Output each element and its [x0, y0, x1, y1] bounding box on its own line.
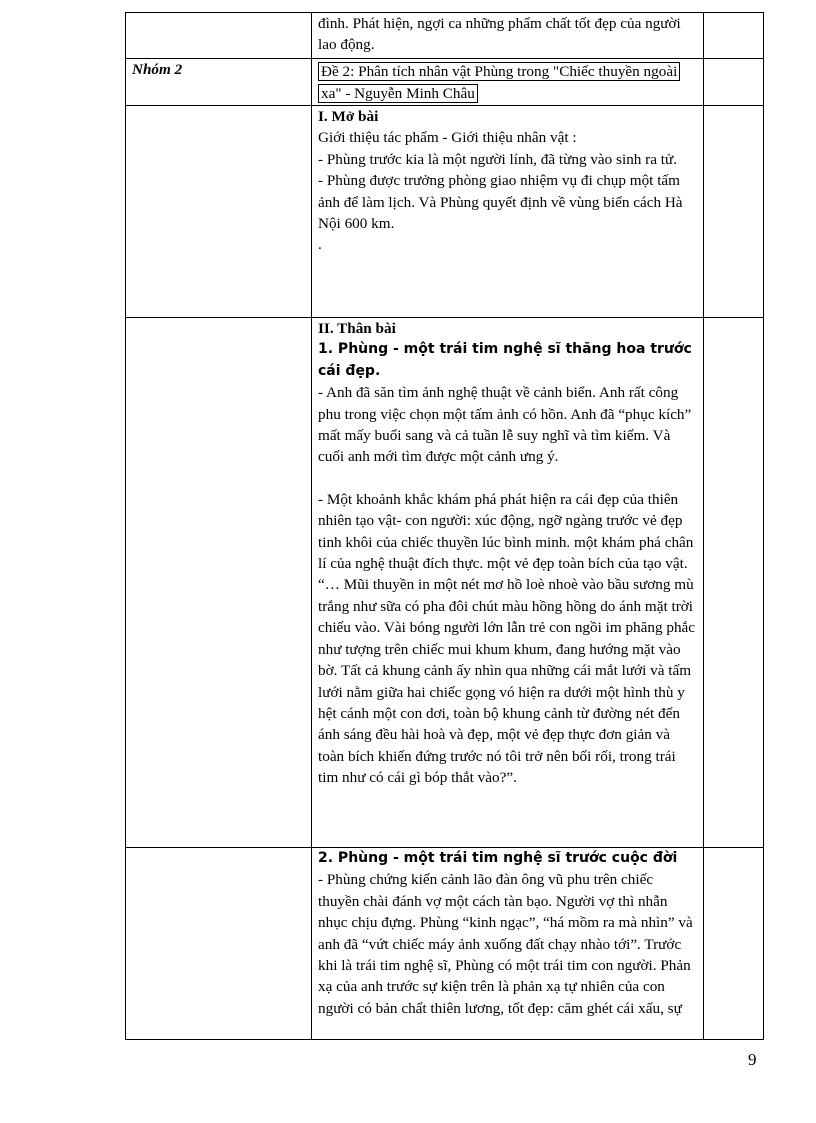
paragraph: - Anh đã săn tìm ảnh nghệ thuật về cảnh biển. Anh rất công phu trong việc chọn một tấm ảnh có hồn. Anh đã “phục kích” mất mấy buổi sang và cả tuần lễ suy nghĩ và tìm kiếm. Và cuối anh mới tìm được một cảnh ưng ý. — [318, 384, 692, 466]
content-cell — [312, 318, 704, 848]
paragraph: - Phùng chứng kiến cảnh lão đàn ông vũ phu trên chiếc thuyền chài đánh vợ một cách tàn bạo. Người vợ thì nhẫn nhục chịu đựng. Phùng “kinh ngạc”, “há mồm ra mà nhìn” và anh đã “vứt chiếc máy ảnh xuống đất chạy nhào tới”. Trước khi là trái tim nghệ sĩ, Phùng có một trái tim con người. Phản xạ của anh trước sự kiện trên là phản xạ tự nhiên của con người có bản chất thiên lương, tốt đẹp: căm ghét cái xấu, sự — [318, 871, 693, 1017]
paragraph: - Phùng trước kia là một người lính, đã từng vào sinh ra tử. — [318, 150, 678, 168]
content-cell — [312, 106, 704, 318]
topic-title: Đề 2: Phân tích nhân vật Phùng trong "Chiếc thuyền ngoài xa" - Nguyễn Minh Châu — [318, 62, 680, 103]
paragraph: - Phùng được trưởng phòng giao nhiệm vụ đi chụp một tấm ảnh để làm lịch. Và Phùng quyết định về vùng biển cách Hà Nội 600 km. — [318, 172, 683, 233]
note-cell — [704, 13, 764, 59]
continued-text: đình. Phát hiện, ngợi ca những phẩm chất tốt đẹp của người lao động. — [318, 15, 681, 54]
table-row — [126, 13, 764, 59]
table-row — [126, 59, 764, 106]
table-row — [126, 106, 764, 318]
paragraph-gap — [318, 468, 697, 489]
page-number: 9 — [748, 1050, 757, 1069]
table-row — [126, 848, 764, 1040]
note-cell — [704, 848, 764, 1040]
content-cell — [312, 13, 704, 59]
table-row — [126, 318, 764, 848]
paragraph: . — [318, 236, 322, 254]
section-heading: II. Thân bài — [318, 320, 396, 337]
group-cell — [126, 848, 312, 1040]
group-cell — [126, 13, 312, 59]
note-cell — [704, 318, 764, 848]
group-cell — [126, 106, 312, 318]
paragraph: - Một khoảnh khắc khám phá phát hiện ra cái đẹp của thiên nhiên tạo vật- con người: xúc động, ngỡ ngàng trước vẻ đẹp tinh khôi của chiếc thuyền lúc bình minh. một khám phá chân lí của nghệ thuật đích thực. một vẻ đẹp toàn bích của tạo vật. “… Mũi thuyền in một nét mơ hồ loè nhoè vào bầu sương mù trắng như sữa có pha đôi chút màu hồng hồng do ánh mặt trời chiếu vào. Vài bóng người lớn lẫn trẻ con ngồi im phăng phắc như tượng trên chiếc mui khum khum, đang hướng mặt vào bờ. Tất cả khung cảnh ấy nhìn qua những cái mắt lưới và tấm lưới nằm giữa hai chiếc gọng vó hiện ra dưới một hình thù y hệt cánh một con dơi, toàn bộ khung cảnh từ đường nét đến ánh sáng đều hài hoà và đẹp, một vẻ đẹp thực đơn giản và toàn bích khiến đứng trước nó tôi trở nên bối rối, trong trái tim như có cái gì bóp thắt vào?”. — [318, 490, 696, 787]
content-cell — [312, 59, 704, 106]
content-cell — [312, 848, 704, 1040]
paragraph: Giới thiệu tác phẩm - Giới thiệu nhân vật : — [318, 129, 577, 147]
document-table — [125, 12, 764, 1040]
note-cell — [704, 59, 764, 106]
group-cell — [126, 318, 312, 848]
note-cell — [704, 106, 764, 318]
group-label: Nhóm 2 — [126, 59, 312, 106]
subsection-heading: 1. Phùng - một trái tim nghệ sĩ thăng hoa trước cái đẹp. — [318, 341, 692, 379]
subsection-heading: 2. Phùng - một trái tim nghệ sĩ trước cuộc đời — [318, 850, 678, 866]
section-heading: I. Mở bài — [318, 108, 379, 125]
